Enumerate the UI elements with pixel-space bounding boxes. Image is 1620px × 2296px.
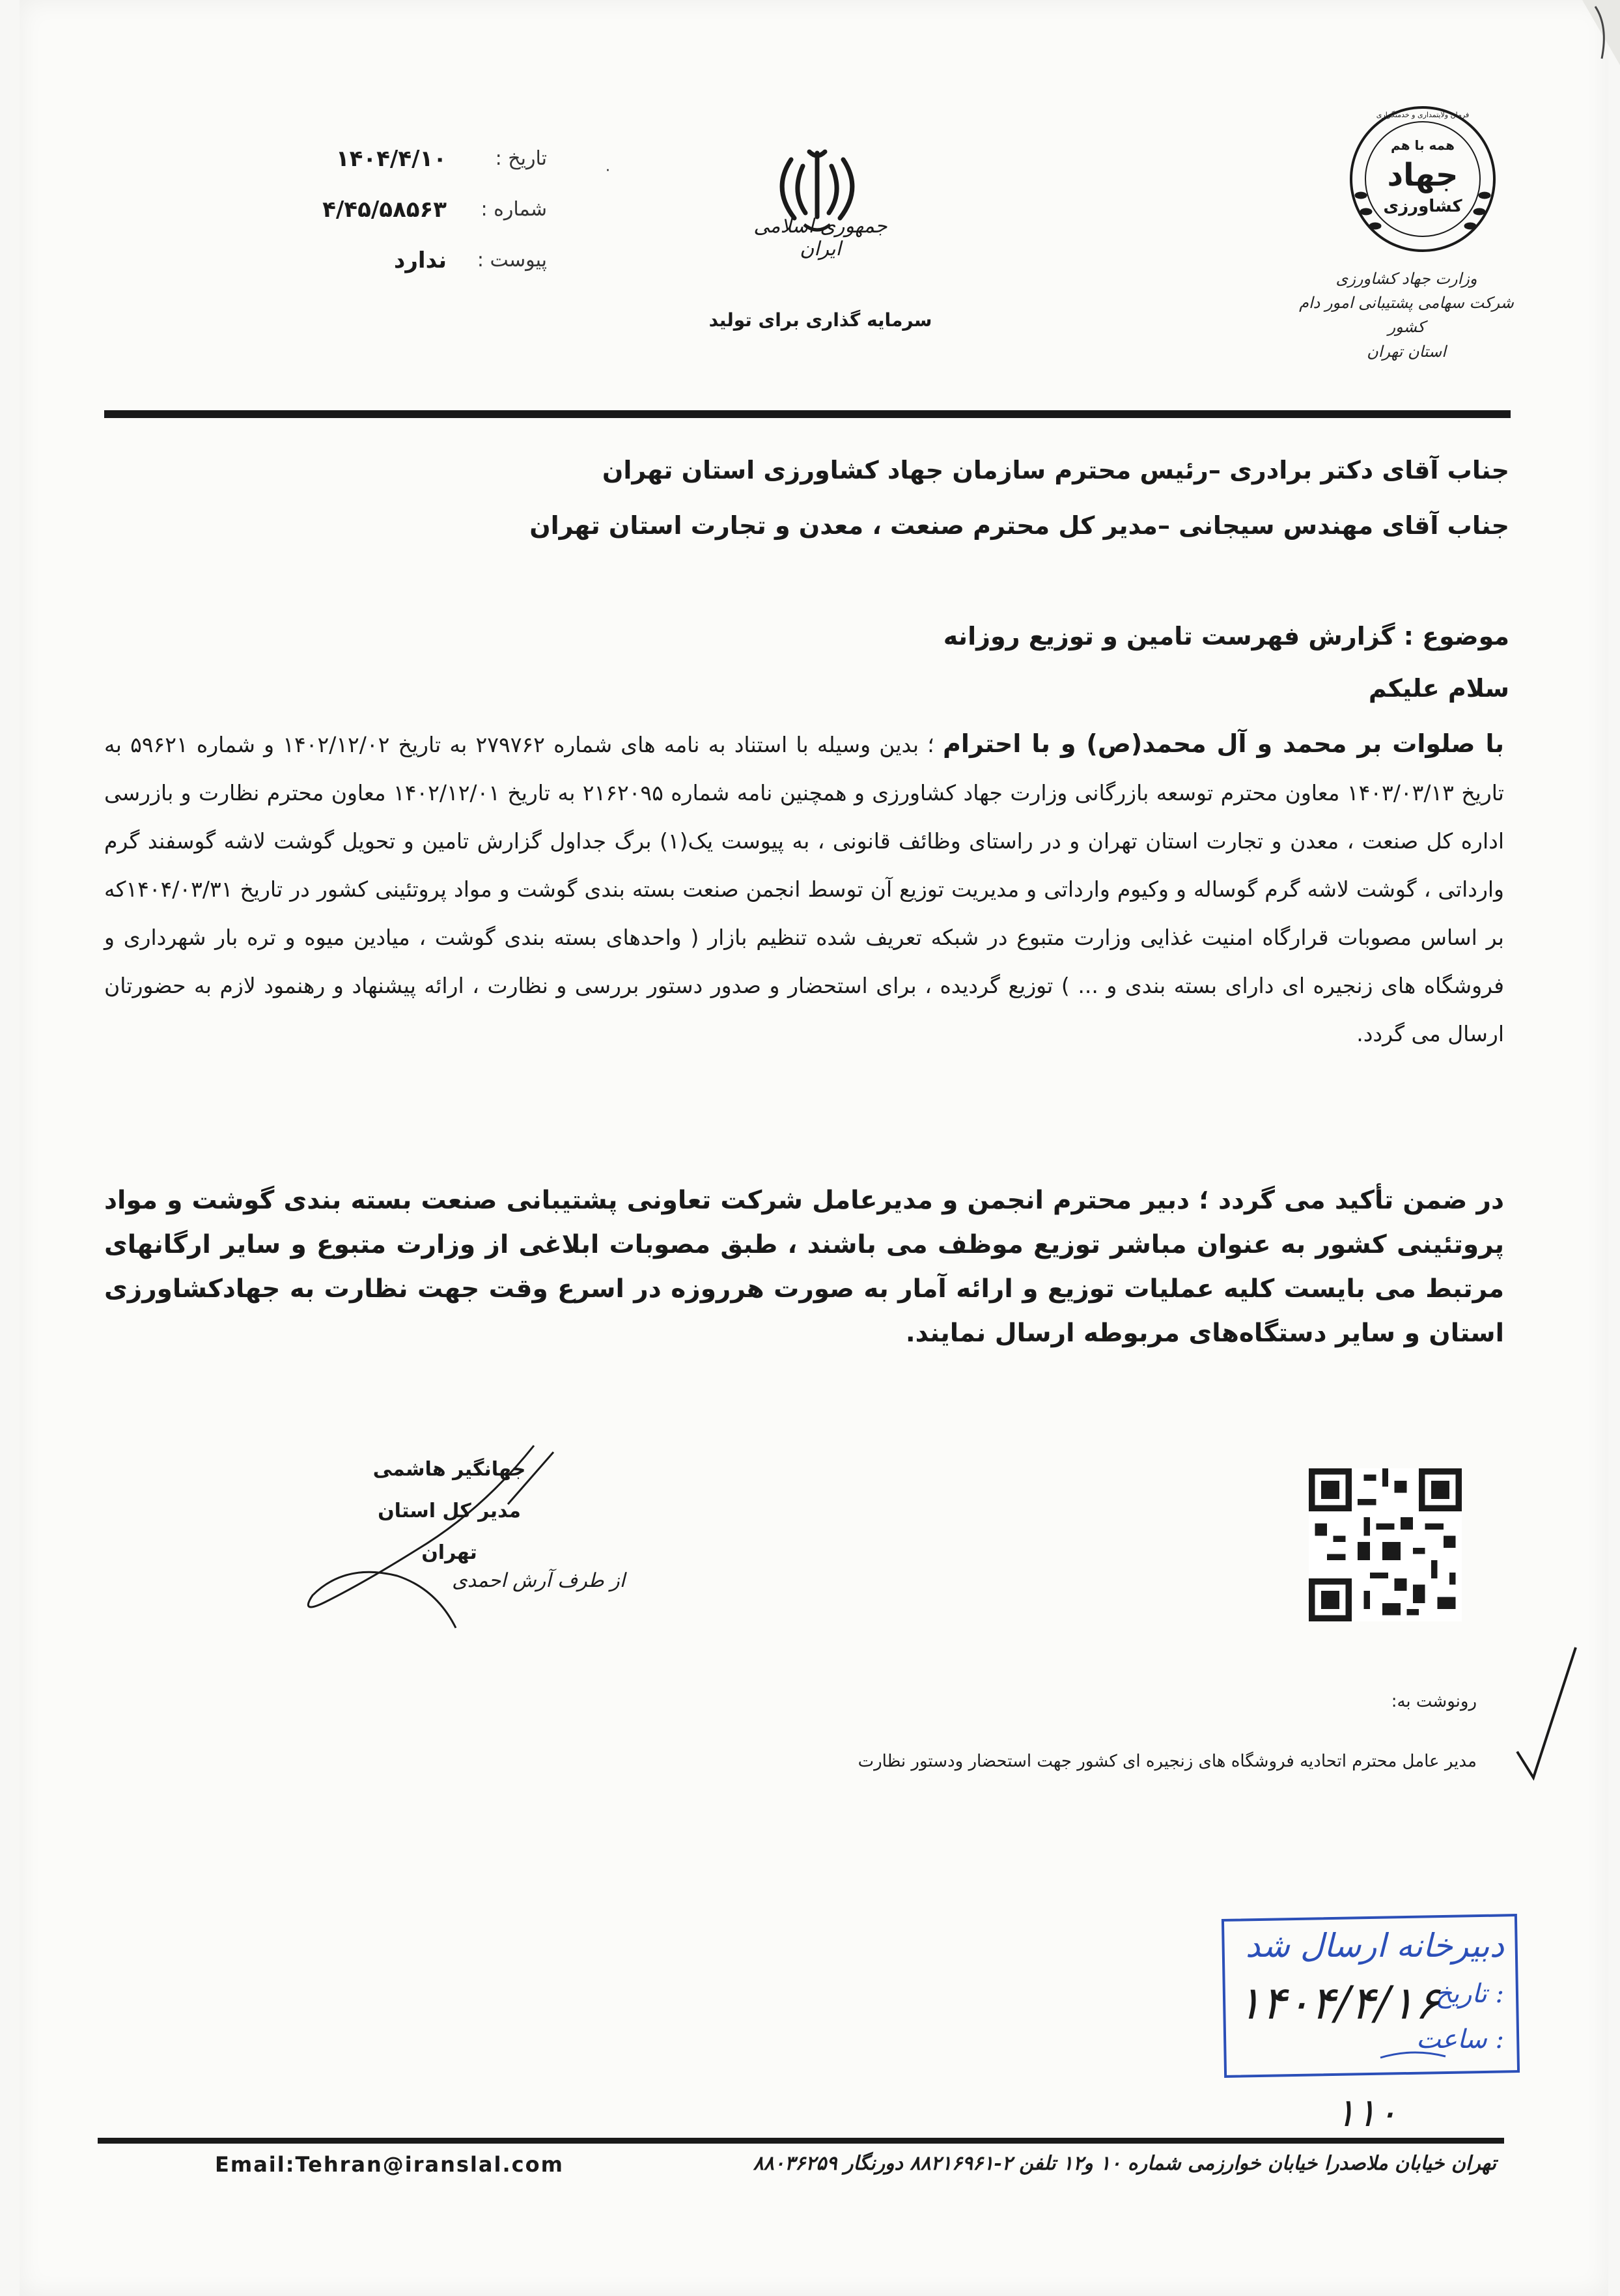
logo-ring-text: فرمان ولایتمداری و خدمتگزاری xyxy=(1376,111,1470,119)
number-value: ۴/۴۵/۵۸۵۶۳ xyxy=(322,196,447,223)
signatory-name: جهانگیر هاشمی xyxy=(372,1458,526,1481)
date-label: تاریخ : xyxy=(495,147,547,170)
handwritten-note: ۱۱۰ xyxy=(1335,2090,1398,2136)
dispatch-stamp xyxy=(1218,1908,1524,2097)
greeting: سلام علیکم xyxy=(1368,674,1509,703)
stamp-handwritten-date: ۱۴۰۴/۴/۱۶ xyxy=(1237,1976,1440,2030)
stamp-time-label: ساعت : xyxy=(1416,2024,1504,2054)
cc-label: رونوشت به: xyxy=(1391,1692,1477,1711)
logo-top-text: همه با هم xyxy=(1391,137,1455,153)
org-line-2: شرکت سهامی پشتیبانی امور دام کشور xyxy=(1299,294,1514,337)
footer-divider xyxy=(98,2138,1504,2144)
salutation: با صلوات بر محمد و آل محمد(ص) و با احترام xyxy=(942,729,1504,758)
footer-address: تهران خیابان ملاصدرا خیابان خوارزمی شماره ۱۰ و۱۲ تلفن ۲-۸۸۲۱۶۹۶۱ دورنگار ۸۸۰۳۶۲۵۹ xyxy=(753,2152,1496,2175)
letter-subject: موضوع : گزارش فهرست تامین و توزیع روزانه xyxy=(943,622,1509,651)
signatory-title: مدیر کل استان تهران xyxy=(378,1500,521,1564)
date-row xyxy=(273,133,547,184)
stamp-title: دبیرخانه ارسال شد xyxy=(1245,1927,1504,1965)
signatory xyxy=(352,1449,547,1574)
handwritten-on-behalf: از طرف آرش احمدی xyxy=(452,1569,625,1592)
body-text: ؛ بدین وسیله با استناد به نامه های شماره ۲۷۹۷۶۲ به تاریخ ۱۴۰۲/۱۲/۰۲ و شماره ۵۹۶۲۱ به تاریخ ۱۴۰۳/۰۳/۱۳ معاون محترم توسعه بازرگانی وزارت جهاد کشاورزی و همچنین نامه شماره ۲۱۶۲۰۹۵ به تاریخ ۱۴۰۲/۱۲/۰۱ معاون محترم نظارت و بازرسی اداره کل صنعت ، معدن و تجارت استان تهران و در راستای وظائف قانونی ، به پیوست یک(۱) برگ جداول گزارش تامین و تحویل گوشت لاشه گوسفند گرم وارداتی ، گوشت لاشه گرم گوساله و وکیوم وارداتی و مدیریت توزیع آن توسط انجمن صنعت بسته بندی گوشت و مواد پروتئینی کشور در تاریخ ۱۴۰۴/۰۳/۳۱که بر اساس مصوبات قرارگاه امنیت غذایی وزارت متبوع در شبکه تعریف شده تنظیم بازار ( واحدهای بسته بندی گوشت ، میادین میوه و تره بار شهرداری و فروشگاه های زنجیره ای دارای بسته بندی و ... ) توزیع گردیده ، برای استحضار و صدور دستور بررسی و نظارت ، ارائه پیشنهاد و رهنمود لازم به حضورتان ارسال می گردد. xyxy=(104,732,1504,1046)
date-value: ۱۴۰۴/۴/۱۰ xyxy=(335,145,447,172)
attachment-row xyxy=(273,235,547,286)
checkmark-icon xyxy=(1511,1641,1582,1784)
logo-main-text: جهاد xyxy=(1387,157,1459,193)
number-label: شماره : xyxy=(481,198,547,221)
cc-recipient: مدیر عامل محترم اتحادیه فروشگاه های زنجیره ای کشور جهت استحضار ودستور نظارت xyxy=(858,1752,1477,1771)
org-line-1: وزارت جهاد کشاورزی xyxy=(1335,270,1477,288)
number-row xyxy=(273,184,547,235)
addressee-2: جناب آقای مهندس سیجانی –مدیر کل محترم صنعت ، معدن و تجارت استان تهران xyxy=(529,511,1509,540)
logo-sub-text: کشاورزی xyxy=(1383,197,1462,216)
organization-name xyxy=(1296,267,1517,364)
emphasis-paragraph: در ضمن تأکید می گردد ؛ دبیر محترم انجمن و مدیرعامل شرکت تعاونی پشتیبانی صنعت بسته بندی گوشت و مواد پروتئینی کشور به عنوان مباشر توزیع موظف می باشند ، طبق مصوبات ابلاغی از وزارت متبوع و سایر ارگانهای مرتبط می بایست کلیه عملیات توزیع و ارائه آمار به صورت هرروزه در اسرع وقت جهت نظارت به جهادکشاورزی استان و سایر دستگاه‌های مربوطه ارسال نمایند. xyxy=(104,1186,1504,1348)
org-line-3: استان تهران xyxy=(1367,342,1446,361)
stamp-date-label: تاریخ : xyxy=(1435,1979,1504,2009)
letter-meta xyxy=(273,133,547,286)
qr-code-icon xyxy=(1309,1468,1462,1621)
attachment-value: ندارد xyxy=(393,247,447,273)
letter-body xyxy=(104,720,1504,1058)
attachment-label: پیوست : xyxy=(477,249,547,272)
jahad-keshavarzi-logo xyxy=(1341,98,1504,260)
page-corner-fold xyxy=(1582,0,1620,65)
header-divider xyxy=(104,410,1511,418)
emblem-caption: جمهوری اسلامی ایران xyxy=(753,215,887,260)
addressee-1: جناب آقای دکتر برادری –رئیس محترم سازمان جهاد کشاورزی استان تهران xyxy=(602,456,1509,484)
slogan: سرمایه گذاری برای تولید xyxy=(708,309,932,331)
footer-email: Email:Tehran@iranslal.com xyxy=(215,2152,564,2177)
stray-mark: · xyxy=(606,163,610,179)
